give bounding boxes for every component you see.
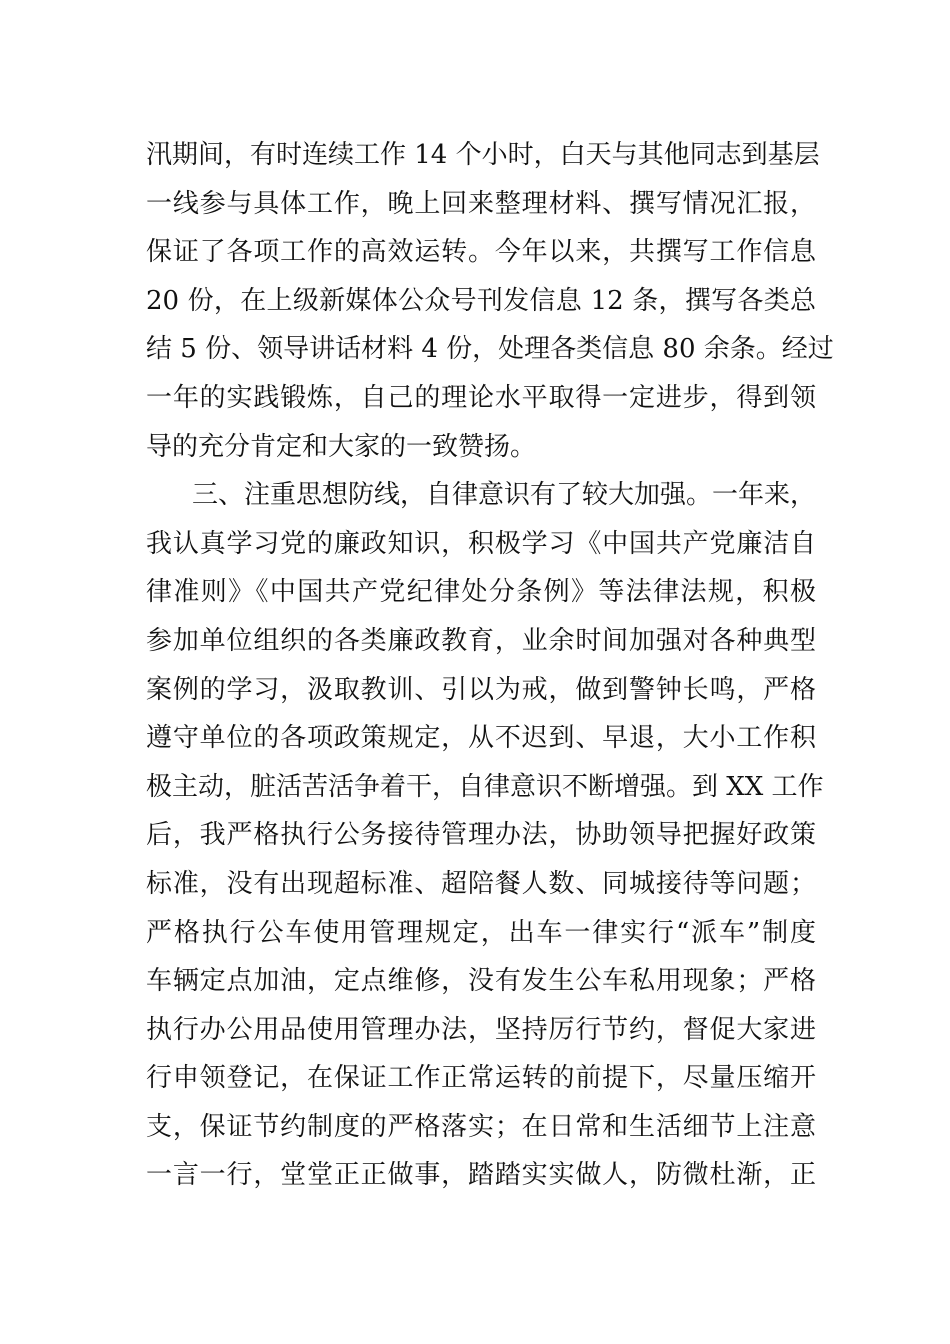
- text-line-12: 案例的学习，汲取教训、引以为戒，做到警钟长鸣，严格: [146, 674, 816, 705]
- text-line-4: 20 份，在上级新媒体公众号刊发信息 12 条，撰写各类总: [146, 285, 816, 316]
- text-line-21: 支，保证节约制度的严格落实；在日常和生活细节上注意: [146, 1111, 816, 1142]
- text-line-18: 车辆定点加油，定点维修，没有发生公车私用现象；严格: [146, 966, 816, 997]
- text-line-22: 一言一行，堂堂正正做事，踏踏实实做人，防微杜渐，正: [146, 1160, 816, 1191]
- text-line-5: 结 5 份、领导讲话材料 4 份，处理各类信息 80 余条。经过: [146, 334, 834, 365]
- body-text: [146, 131, 834, 1200]
- text-line-9: 我认真学习党的廉政知识，积极学习《中国共产党廉洁自: [146, 528, 816, 559]
- text-line-16: 标准，没有出现超标准、超陪餐人数、同城接待等问题；: [146, 868, 816, 899]
- text-line-19: 执行办公用品使用管理办法，坚持厉行节约，督促大家进: [146, 1014, 816, 1045]
- text-line-11: 参加单位组织的各类廉政教育，业余时间加强对各种典型: [146, 625, 816, 656]
- text-line-15: 后，我严格执行公务接待管理办法，协助领导把握好政策: [146, 820, 816, 851]
- text-line-7: 导的充分肯定和大家的一致赞扬。: [146, 431, 537, 462]
- text-line-20: 行申领登记，在保证工作正常运转的前提下，尽量压缩开: [146, 1063, 816, 1094]
- section-heading-line: 三、注重思想防线，自律意识有了较大加强。一年来，: [192, 480, 817, 511]
- text-line-13: 遵守单位的各项政策规定，从不迟到、早退，大小工作积: [146, 723, 816, 754]
- text-line-14: 极主动，脏活苦活争着干，自律意识不断增强。到 XX 工作: [146, 771, 824, 802]
- text-line-10: 律准则》《中国共产党纪律处分条例》等法律法规，积极: [146, 577, 816, 608]
- text-line-1: 汛期间，有时连续工作 14 个小时，白天与其他同志到基层: [146, 140, 820, 170]
- text-line-2: 一线参与具体工作，晚上回来整理材料、撰写情况汇报，: [146, 188, 816, 219]
- text-line-17: 严格执行公车使用管理规定，出车一律实行“派车”制度: [146, 917, 816, 948]
- text-line-6: 一年的实践锻炼，自己的理论水平取得一定进步，得到领: [146, 382, 816, 413]
- text-line-3: 保证了各项工作的高效运转。今年以来，共撰写工作信息: [146, 237, 816, 268]
